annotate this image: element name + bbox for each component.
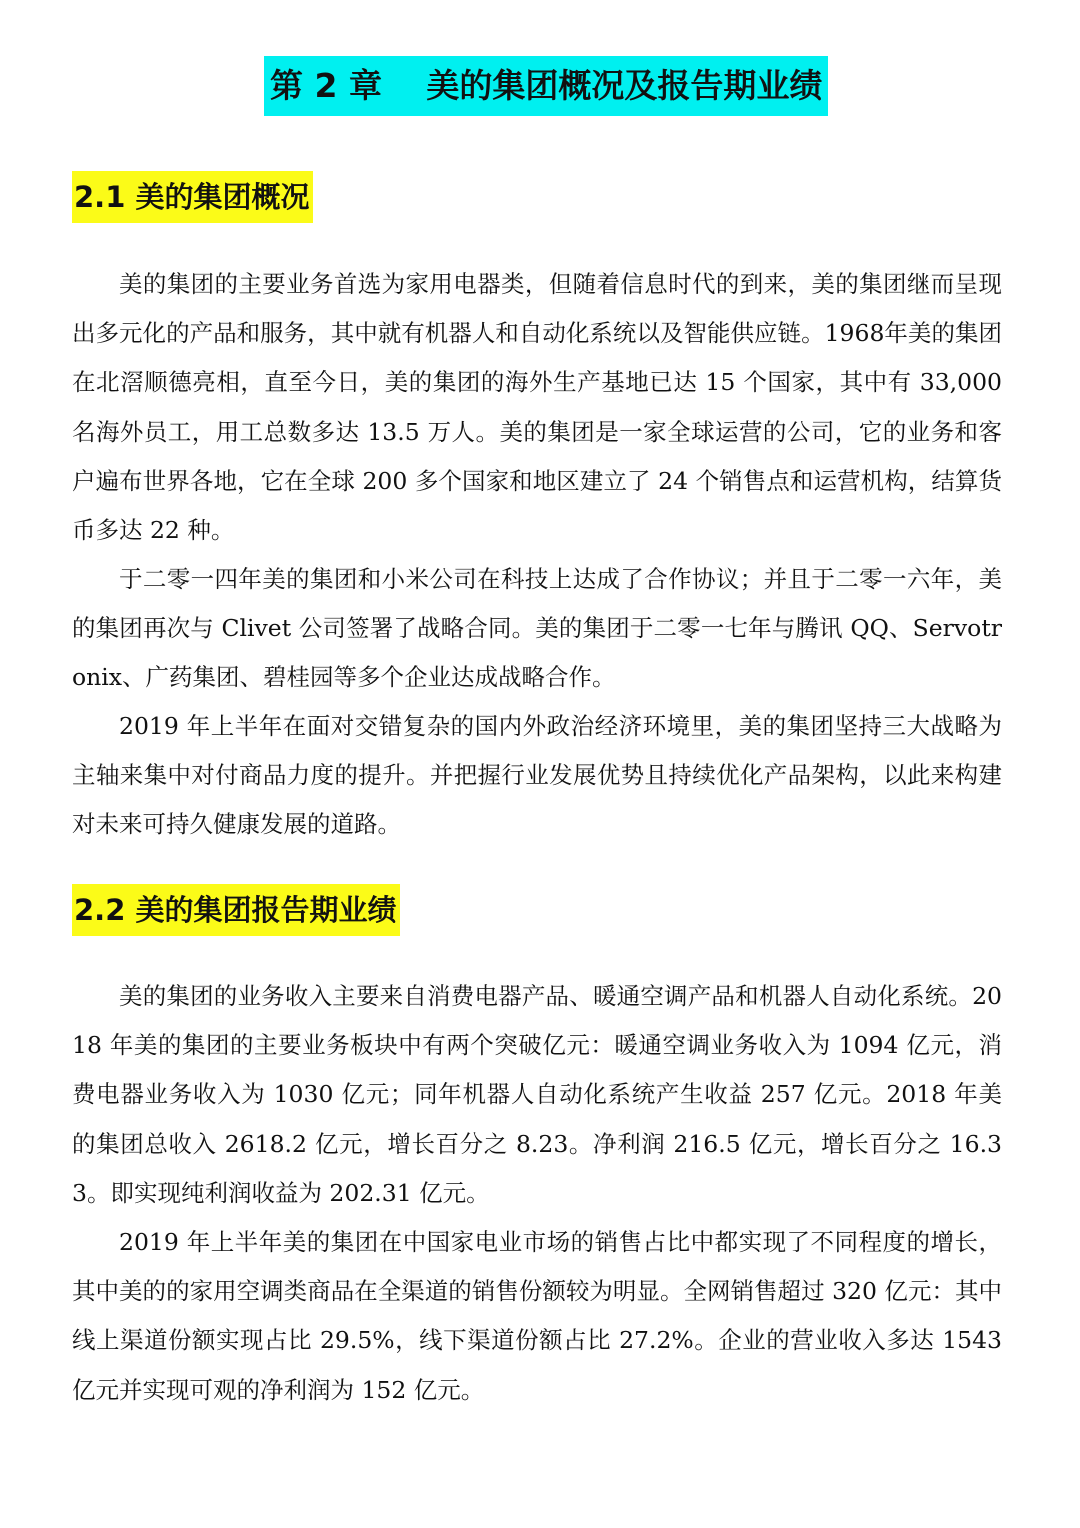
paragraph-sales-2019: 2019 年上半年美的集团在中国家电业市场的销售占比中都实现了不同程度的增长，其中美的的家用空调类商品在全渠道的销售份额较为明显。全网销售超过 320 亿元：其中线上渠道份额实现占比 29.5%，线下渠道份额占比 27.2%。企业的营业收入多达 1543 亿元并实现可观的净利润为 152 亿元。 xyxy=(72,1228,1002,1404)
paragraph-partnerships: 于二零一四年美的集团和小米公司在科技上达成了合作协议；并且于二零一六年，美的集团再次与 Clivet 公司签署了战略合同。美的集团于二零一七年与腾讯 QQ、Servotronix、广药集团、碧桂园等多个企业达成战略合作。 xyxy=(72,565,1002,692)
paragraph-company-overview: 美的集团的主要业务首选为家用电器类，但随着信息时代的到来，美的集团继而呈现出多元化的产品和服务，其中就有机器人和自动化系统以及智能供应链。1968年美的集团在北滘顺德亮相，直至今日，美的集团的海外生产基地已达 15 个国家，其中有 33,000 名海外员工，用工总数多达 13.5 万人。美的集团是一家全球运营的公司，它的业务和客户遍布世界各地，它在全球 200 多个国家和地区建立了 24 个销售点和运营机构，结算货币多达 22 种。 xyxy=(72,270,1002,545)
paragraph-revenue-2018: 美的集团的业务收入主要来自消费电器产品、暖通空调产品和机器人自动化系统。2018 年美的集团的主要业务板块中有两个突破亿元：暖通空调业务收入为 1094 亿元，消费电器业务收入为 1030 亿元；同年机器人自动化系统产生收益 257 亿元。2018 年美的集团总收入 2618.2 亿元，增长百分之 8.23。净利润 216.5 亿元，增长百分之 16.33。即实现纯利润收益为 202.31 亿元。 xyxy=(72,982,1002,1207)
chapter-title: 第 2 章 美的集团概况及报告期业绩 xyxy=(264,56,828,116)
paragraph-strategy-2019: 2019 年上半年在面对交错复杂的国内外政治经济环境里，美的集团坚持三大战略为主轴来集中对付商品力度的提升。并把握行业发展优势且持续优化产品架构，以此来构建对未来可持久健康发展的道路。 xyxy=(72,712,1002,839)
section-title-performance: 2.2 美的集团报告期业绩 xyxy=(72,884,400,936)
section-title-overview: 2.1 美的集团概况 xyxy=(72,171,313,223)
